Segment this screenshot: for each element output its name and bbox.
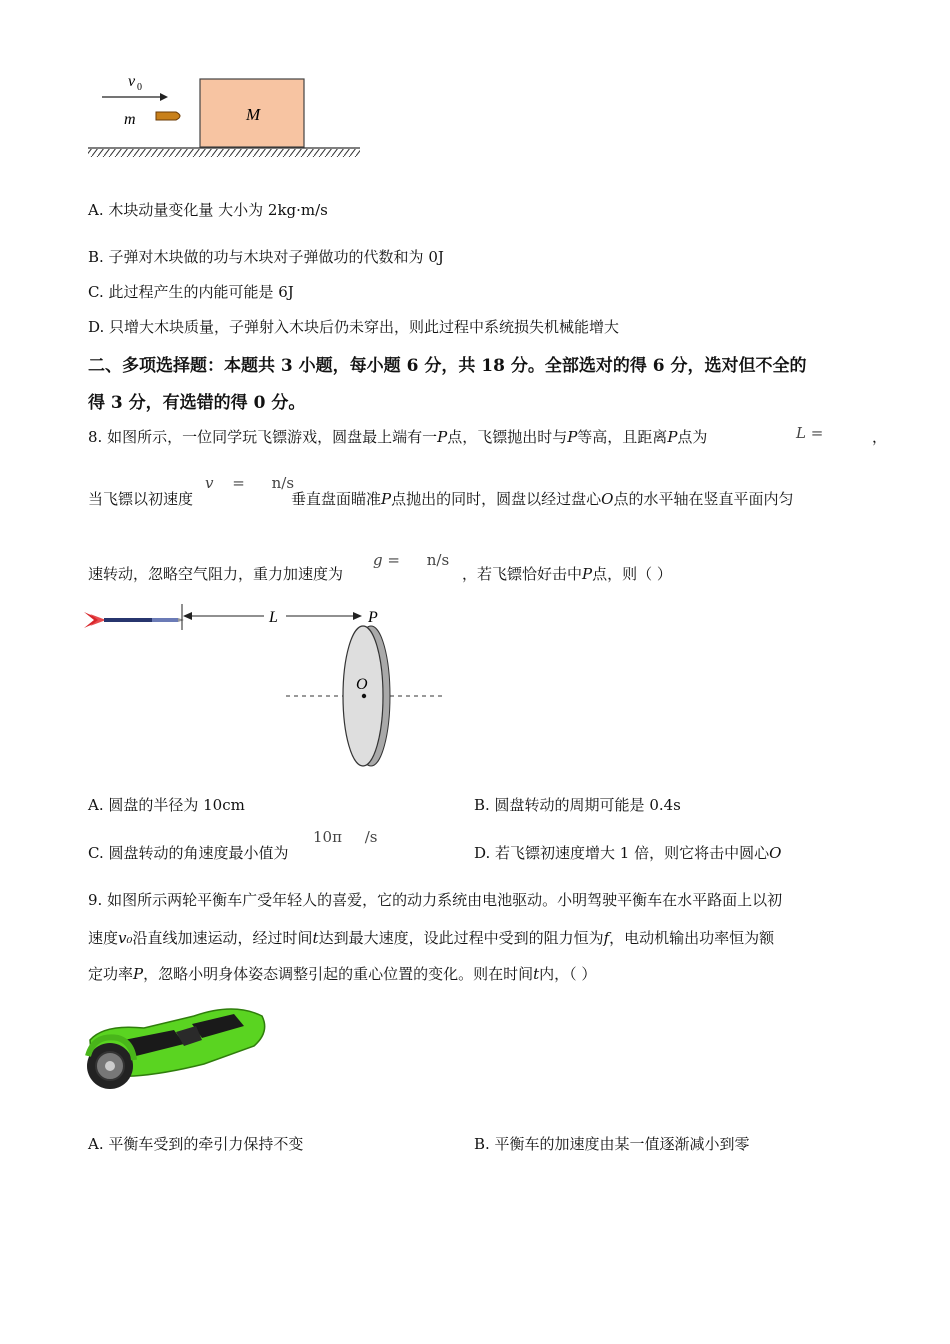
q7-option-c: C. 此过程产生的内能可能是 6J (88, 283, 294, 301)
q8-line1-end: ， (872, 428, 888, 446)
q8-option-c-formula (313, 828, 378, 846)
q8-line2-d: 点的水平轴在竖直平面内匀 (613, 490, 794, 508)
q8-line3 (462, 563, 672, 584)
q9-line2 (88, 927, 774, 948)
formula-g-unit: n/s (426, 551, 450, 569)
v0-label: v (128, 73, 136, 90)
q8-line2-c: 点抛出的同时，圆盘以经过盘心 (391, 490, 602, 508)
q8-line2-a: 当飞镖以初速度 (88, 490, 194, 508)
q8-line3-b: ，若飞镖恰好击中 (462, 565, 583, 583)
point-P: P (667, 428, 678, 446)
section-heading-line2: 得 3 分，有选错的得 0 分。 (88, 393, 306, 413)
q8-option-c: C. 圆盘转动的角速度最小值为 (88, 844, 289, 862)
section-heading-line1: 二、多项选择题：本题共 3 小题，每小题 6 分，共 18 分。全部选对的得 6 分，选对但不全的 (88, 356, 807, 376)
t-symbol: t (533, 965, 540, 983)
point-O: O (601, 490, 614, 508)
q8-line1-b: 点，飞镖抛出时与 (447, 428, 568, 446)
q9-option-a: A. 平衡车受到的牵引力保持不变 (88, 1135, 304, 1153)
formula-v-eq: = (232, 474, 245, 492)
omega-unit: /s (364, 828, 378, 846)
P-symbol: P (133, 965, 144, 983)
formula-v-unit: n/s (271, 474, 295, 492)
velocity-arrowhead (160, 93, 168, 101)
q7-option-d: D. 只增大木块质量，子弹射入木块后仍未穿出，则此过程中系统损失机械能增大 (88, 318, 620, 336)
hoverboard-wheel-hub (105, 1061, 115, 1071)
q8-formula-L: L = (796, 424, 824, 442)
q7-option-b: B. 子弹对木块做的功与木块对子弹做功的代数和为 0J (88, 248, 444, 266)
formula-g-symbol: g = (373, 551, 400, 569)
m-label: m (124, 111, 136, 128)
q9-line2-d: ，电动机输出功率恒为额 (609, 929, 775, 947)
q8-line3-a: 速转动，忽略空气阻力，重力加速度为 (88, 565, 344, 583)
v0-symbol: v₀ (118, 929, 133, 947)
q8-option-d-text: D. 若飞镖初速度增大 1 倍，则它将击中圆心 (474, 844, 770, 862)
q8-line3-c: 点，则（ ） (592, 565, 672, 583)
point-P: P (567, 428, 578, 446)
q8-line1 (88, 426, 707, 447)
f-symbol: f (603, 929, 610, 947)
q8-option-a: A. 圆盘的半径为 10cm (88, 796, 245, 814)
disc-center (362, 694, 366, 698)
q9-line1: 9. 如图所示两轮平衡车广受年轻人的喜爱，它的动力系统由电池驱动。小明驾驶平衡车在水平路面上以初 (88, 891, 783, 909)
point-P: P (381, 490, 392, 508)
omega-value: 10π (313, 828, 342, 846)
q8-line1-a: 8. 如图所示，一位同学玩飞镖游戏，圆盘最上端有一 (88, 428, 438, 446)
v0-subscript: 0 (137, 82, 142, 93)
bullet-block-figure (80, 60, 380, 170)
bullet (156, 112, 180, 120)
formula-v-symbol: v (205, 474, 214, 492)
q8-line2-b: 垂直盘面瞄准 (291, 490, 382, 508)
q8-option-b: B. 圆盘转动的周期可能是 0.4s (474, 796, 681, 814)
q7-option-a: A. 木块动量变化量 大小为 2kg·m/s (88, 201, 328, 219)
q9-line3 (88, 963, 596, 984)
q9-line3-c: 内，（ ） (539, 965, 597, 983)
dimension-arrow-right (353, 612, 362, 620)
q9-line2-c: 达到最大速度，设此过程中受到的阻力恒为 (318, 929, 604, 947)
q8-formula-g (373, 551, 449, 569)
ground-hatch (88, 149, 360, 157)
dimension-arrow-left (183, 612, 192, 620)
point-P: P (437, 428, 448, 446)
q9-line3-b: ，忽略小明身体姿态调整引起的重心位置的变化。则在时间 (143, 965, 534, 983)
q8-option-d (474, 842, 781, 863)
block-M-label: M (246, 105, 261, 124)
dimension-L-label: L (269, 609, 278, 626)
q9-line3-a: 定功率 (88, 965, 134, 983)
q9-option-b: B. 平衡车的加速度由某一值逐渐减小到零 (474, 1135, 750, 1153)
point-P: P (582, 565, 593, 583)
point-P-label: P (368, 609, 378, 626)
dart (84, 612, 184, 628)
dart-disc-figure (84, 600, 454, 772)
hoverboard-image (84, 994, 269, 1104)
q8-formula-v (205, 474, 294, 492)
q9-line2-b: 沿直线加速运动，经过时间 (132, 929, 313, 947)
q8-line1-d: 点为 (677, 428, 708, 446)
q8-line2 (291, 488, 793, 509)
point-O: O (769, 844, 782, 862)
t-symbol: t (312, 929, 319, 947)
point-O-label: O (356, 676, 368, 693)
q9-line2-a: 速度 (88, 929, 119, 947)
q8-line1-c: 等高，且距离 (577, 428, 668, 446)
